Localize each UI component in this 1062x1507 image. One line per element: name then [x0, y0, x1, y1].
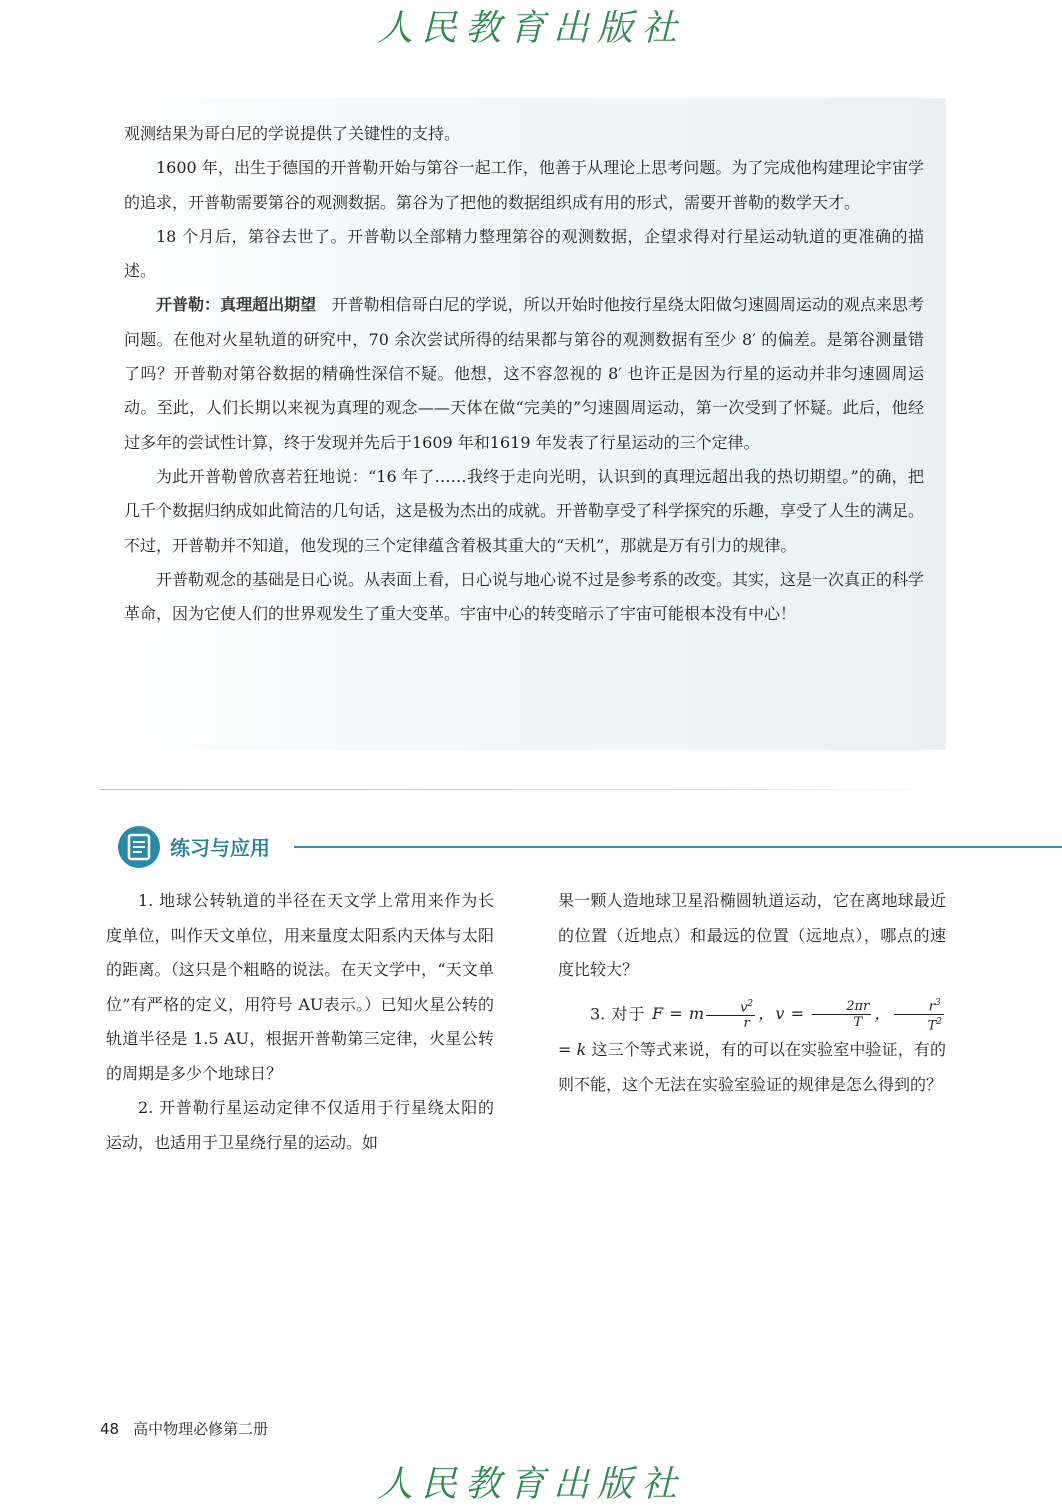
exercise-q3-suffix: 这三个等式来说，有的可以在实验室中验证，有的则不能，这个无法在实验室验证的规律是怎么得到的？: [558, 1040, 946, 1094]
reading-passage: [124, 117, 924, 631]
exercise-item: 1. 地球公转轨道的半径在天文学上常用来作为长度单位，叫作天文单位，用来量度太阳系内天体与太阳的距离。（这只是个粗略的说法。在天文学中，“天文单位”有严格的定义，用符号 AU表示。）已知火星公转的轨道半径是 1.5 AU，根据开普勒第三定律，火星公转的周期是多少个地球日？: [106, 891, 494, 1083]
reading-paragraph-text: 开普勒相信哥白尼的学说，所以开始时他按行星绕太阳做匀速圆周运动的观点来思考问题。在他对火星轨道的研究中，70 余次尝试所得的结果都与第谷的观测数据有至少 8′ 的偏差。是第谷测量错了吗？开普勒对第谷数据的精确性深信不疑。他想，这不容忽视的 8′ 也许正是因为行星的运动并非匀速圆周运动。至此，人们长期以来视为真理的观念——天体在做“完美的”匀速圆周运动，第一次受到了怀疑。此后，他经过多年的尝试性计算，终于发现并先后于1609 年和1619 年发表了行星运动的三个定律。: [124, 295, 924, 452]
reading-paragraph: [124, 288, 924, 459]
exercise-item-continued: 果一颗人造地球卫星沿椭圆轨道运动，它在离地球最近的位置（近地点）和最远的位置（远地点），哪点的速度比较大？: [558, 891, 946, 979]
exercise-item: [558, 996, 946, 1103]
reading-subheading: 开普勒：真理超出期望: [156, 295, 317, 315]
publisher-logo-top: 人民教育出版社: [376, 8, 685, 49]
book-title: 高中物理必修第二册: [133, 1420, 269, 1438]
reading-paragraph: 观测结果为哥白尼的学说提供了关键性的支持。: [124, 124, 461, 143]
exercise-column-left: [106, 884, 494, 1160]
kepler-formulas: F = m $\frac{v^2}{r}$ ，v = $\frac{2\pi r}{T}$ ， $\frac{r^3}{T^2}$ = k: [558, 997, 942, 1060]
reading-paragraph: 18 个月后，第谷去世了。开普勒以全部精力整理第谷的观测数据，企望求得对行星运动轨道的更准确的描述。: [124, 226, 924, 281]
exercise-q3-prefix: 3. 对于: [590, 1003, 646, 1023]
publisher-logo-bottom: 人民教育出版社: [376, 1464, 685, 1505]
reading-paragraph: 为此开普勒曾欣喜若狂地说：“16 年了……我终于走向光明，认识到的真理远超出我的热切期望。”的确，把几千个数据归纳成如此简洁的几句话，这是极为杰出的成就。开普勒享受了科学探究的乐趣，享受了人生的满足。不过，开普勒并不知道，他发现的三个定律蕴含着极其重大的“天机”，那就是万有引力的规律。: [124, 466, 925, 555]
section-title: 练习与应用: [170, 836, 270, 860]
page-number: 48: [100, 1420, 120, 1438]
reading-paragraph: 1600 年，出生于德国的开普勒开始与第谷一起工作，他善于从理论上思考问题。为了完成他构建理论宇宙学的追求，开普勒需要第谷的观测数据。第谷为了把他的数据组织成有用的形式，需要开普勒的数学天才。: [124, 158, 924, 212]
page-footer: [100, 1418, 282, 1439]
exercise-column-right: [558, 884, 946, 1102]
section-divider: [100, 789, 946, 790]
section-title-rule: [294, 846, 1062, 848]
exercise-book-icon: [118, 826, 160, 868]
reading-paragraph: 开普勒观念的基础是日心说。从表面上看，日心说与地心说不过是参考系的改变。其实，这是一次真正的科学革命，因为它使人们的世界观发生了重大变革。宇宙中心的转变暗示了宇宙可能根本没有中心！: [124, 569, 925, 624]
exercise-item: 2. 开普勒行星运动定律不仅适用于行星绕太阳的运动，也适用于卫星绕行星的运动。如: [106, 1098, 494, 1152]
section-header: [118, 826, 1062, 870]
